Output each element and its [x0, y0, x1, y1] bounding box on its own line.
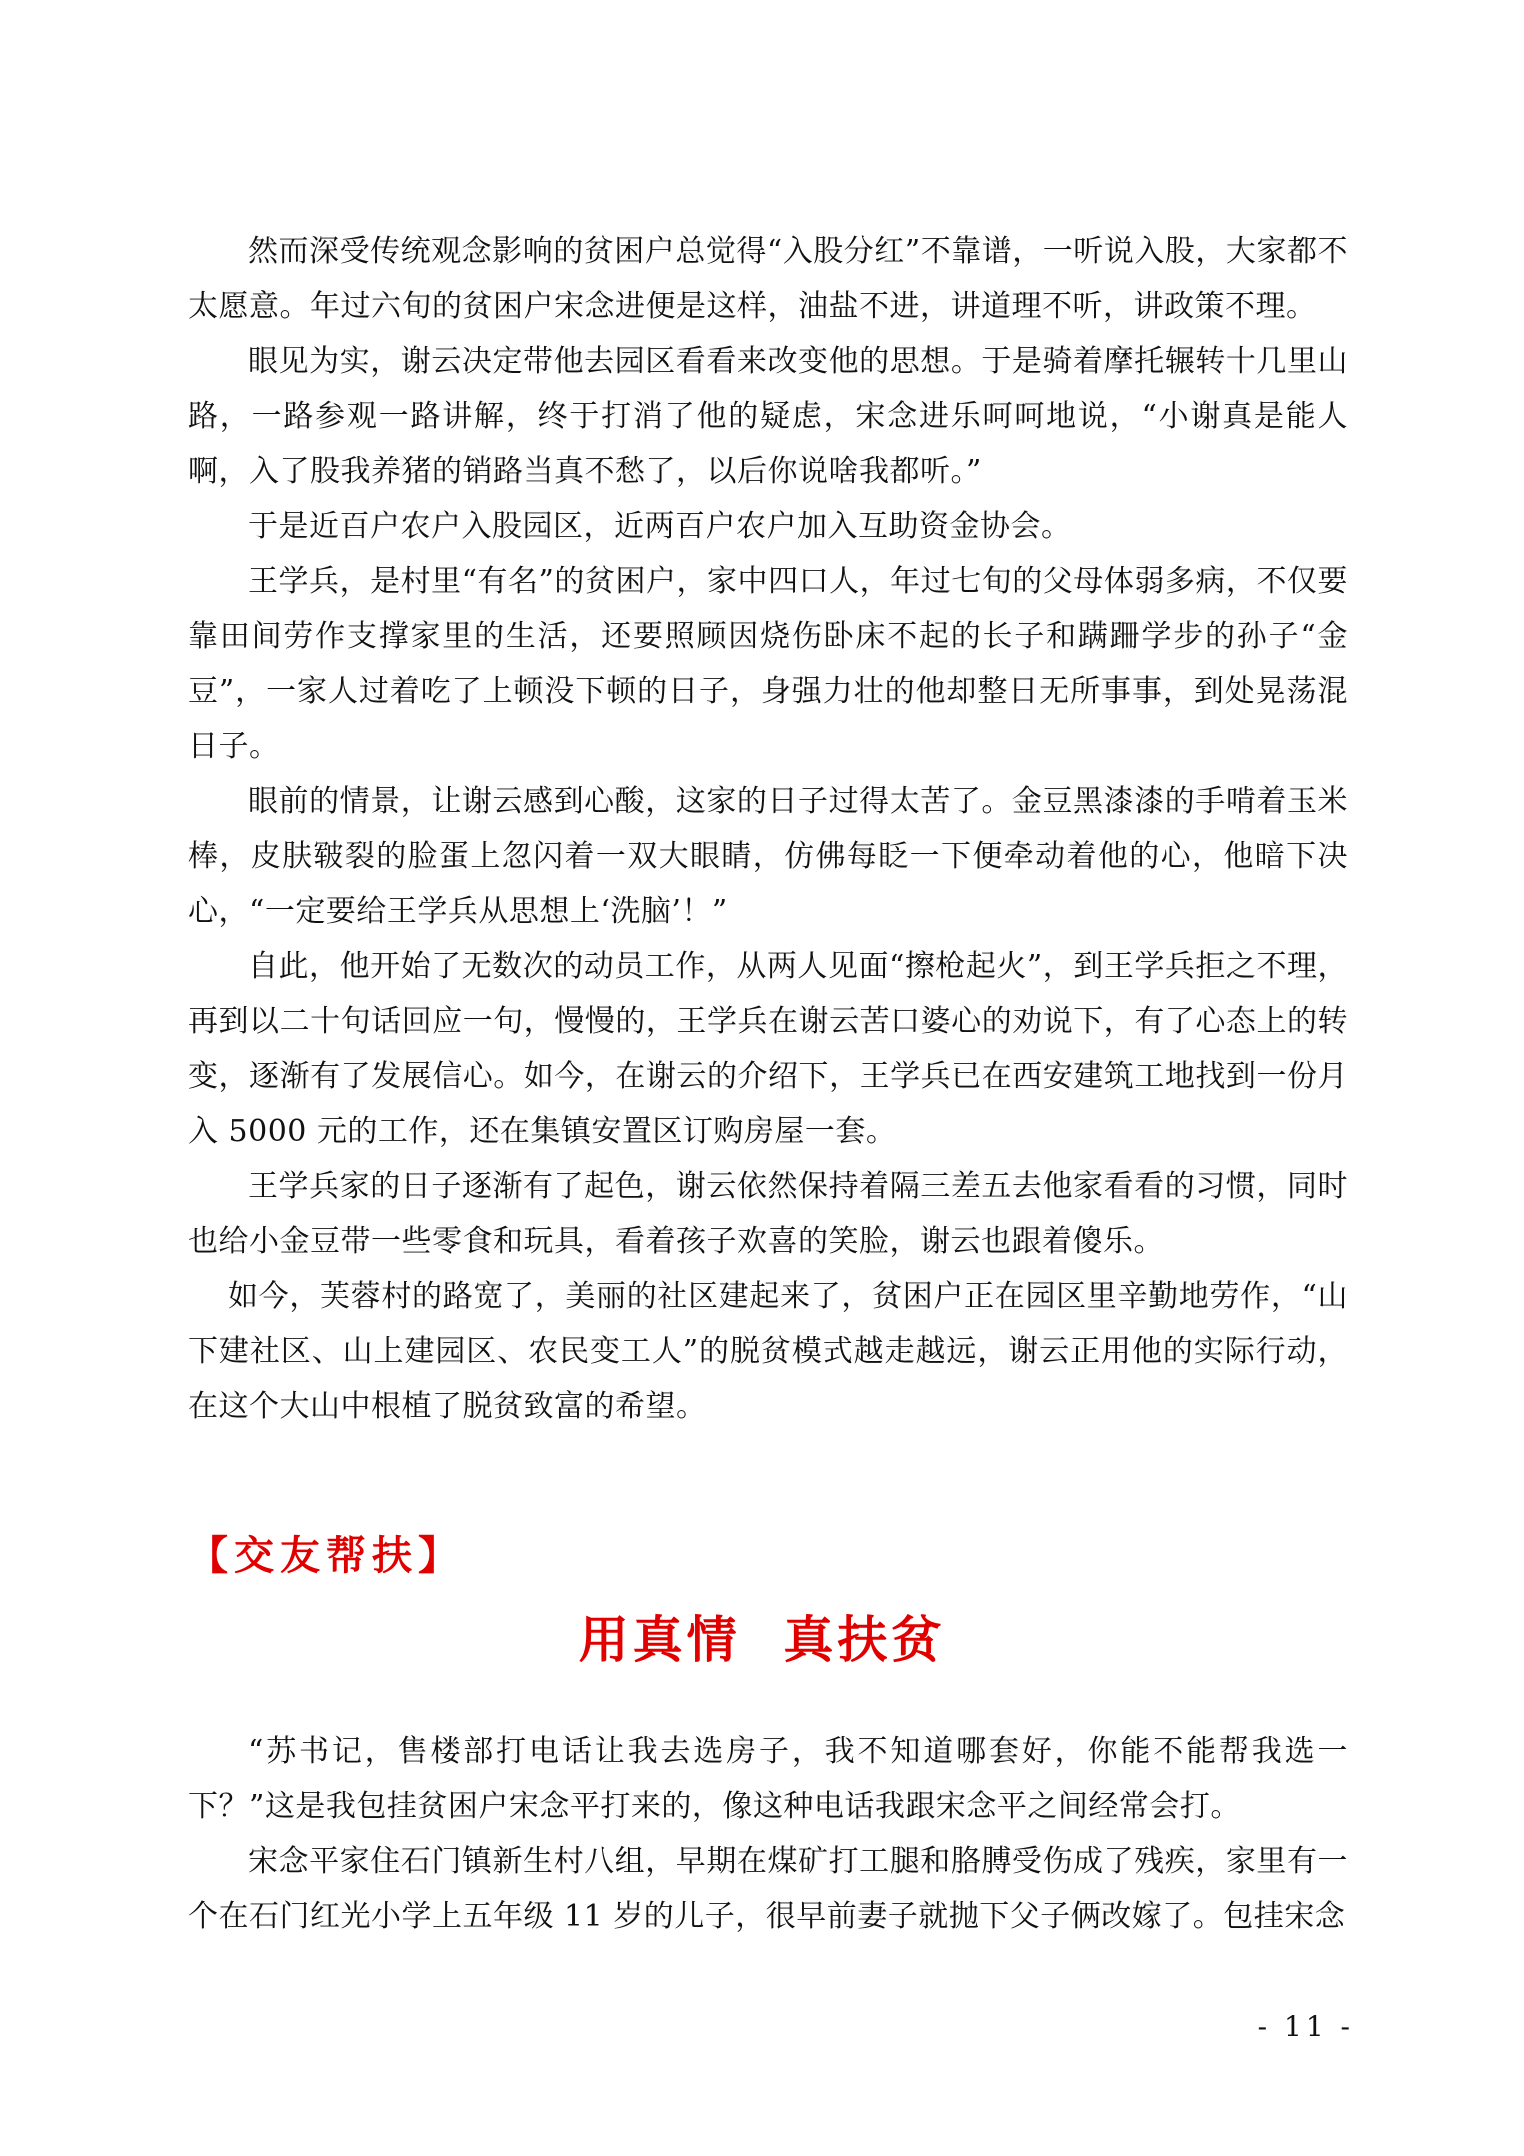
- paragraph: 眼前的情景，让谢云感到心酸，这家的日子过得太苦了。金豆黑漆漆的手啃着玉米棒，皮肤皲裂的脸蛋上忽闪着一双大眼睛，仿佛每眨一下便牵动着他的心，他暗下决心，“一定要给王学兵从思想上‘洗脑’！”: [188, 784, 1348, 929]
- paragraph: 自此，他开始了无数次的动员工作，从两人见面“擦枪起火”，到王学兵拒之不理，再到以二十句话回应一句，慢慢的，王学兵在谢云苦口婆心的劝说下，有了心态上的转变，逐渐有了发展信心。如今，在谢云的介绍下，王学兵已在西安建筑工地找到一份月入 5000 元的工作，还在集镇安置区订购房屋一套。: [188, 949, 1348, 1149]
- paragraph: 眼见为实，谢云决定带他去园区看看来改变他的思想。于是骑着摩托辗转十几里山路，一路参观一路讲解，终于打消了他的疑虑，宋念进乐呵呵地说，“小谢真是能人啊，入了股我养猪的销路当真不愁了，以后你说啥我都听。”: [188, 344, 1348, 489]
- article-title: 用真情 真扶贫: [578, 1610, 946, 1669]
- page-number: - 11 -: [1257, 2010, 1354, 2043]
- paragraph: 王学兵，是村里“有名”的贫困户，家中四口人，年过七旬的父母体弱多病，不仅要靠田间劳作支撑家里的生活，还要照顾因烧伤卧床不起的长子和蹒跚学步的孙子“金豆”，一家人过着吃了上顿没下顿的日子，身强力壮的他却整日无所事事，到处晃荡混日子。: [188, 564, 1348, 764]
- paragraph: “苏书记，售楼部打电话让我去选房子，我不知道哪套好，你能不能帮我选一下？”这是我包挂贫困户宋念平打来的，像这种电话我跟宋念平之间经常会打。: [188, 1734, 1348, 1824]
- paragraph: 然而深受传统观念影响的贫困户总觉得“入股分红”不靠谱，一听说入股，大家都不太愿意。年过六旬的贫困户宋念进便是这样，油盐不进，讲道理不听，讲政策不理。: [188, 234, 1348, 324]
- paragraph: 宋念平家住石门镇新生村八组，早期在煤矿打工腿和胳膊受伤成了残疾，家里有一个在石门红光小学上五年级 11 岁的儿子，很早前妻子就抛下父子俩改嫁了。包挂宋念: [188, 1844, 1348, 1934]
- paragraph: 于是近百户农户入股园区，近两百户农户加入互助资金协会。: [248, 509, 1072, 544]
- paragraph: 如今，芙蓉村的路宽了，美丽的社区建起来了，贫困户正在园区里辛勤地劳作，“山下建社区、山上建园区、农民变工人”的脱贫模式越走越远，谢云正用他的实际行动，在这个大山中根植了脱贫致富的希望。: [188, 1279, 1348, 1424]
- article-body-upper: [188, 224, 1348, 1434]
- article-body-lower: [188, 1724, 1348, 1944]
- paragraph: 王学兵家的日子逐渐有了起色，谢云依然保持着隔三差五去他家看看的习惯，同时也给小金豆带一些零食和玩具，看着孩子欢喜的笑脸，谢云也跟着傻乐。: [188, 1169, 1348, 1259]
- section-tag: 【交友帮扶】: [188, 1532, 464, 1579]
